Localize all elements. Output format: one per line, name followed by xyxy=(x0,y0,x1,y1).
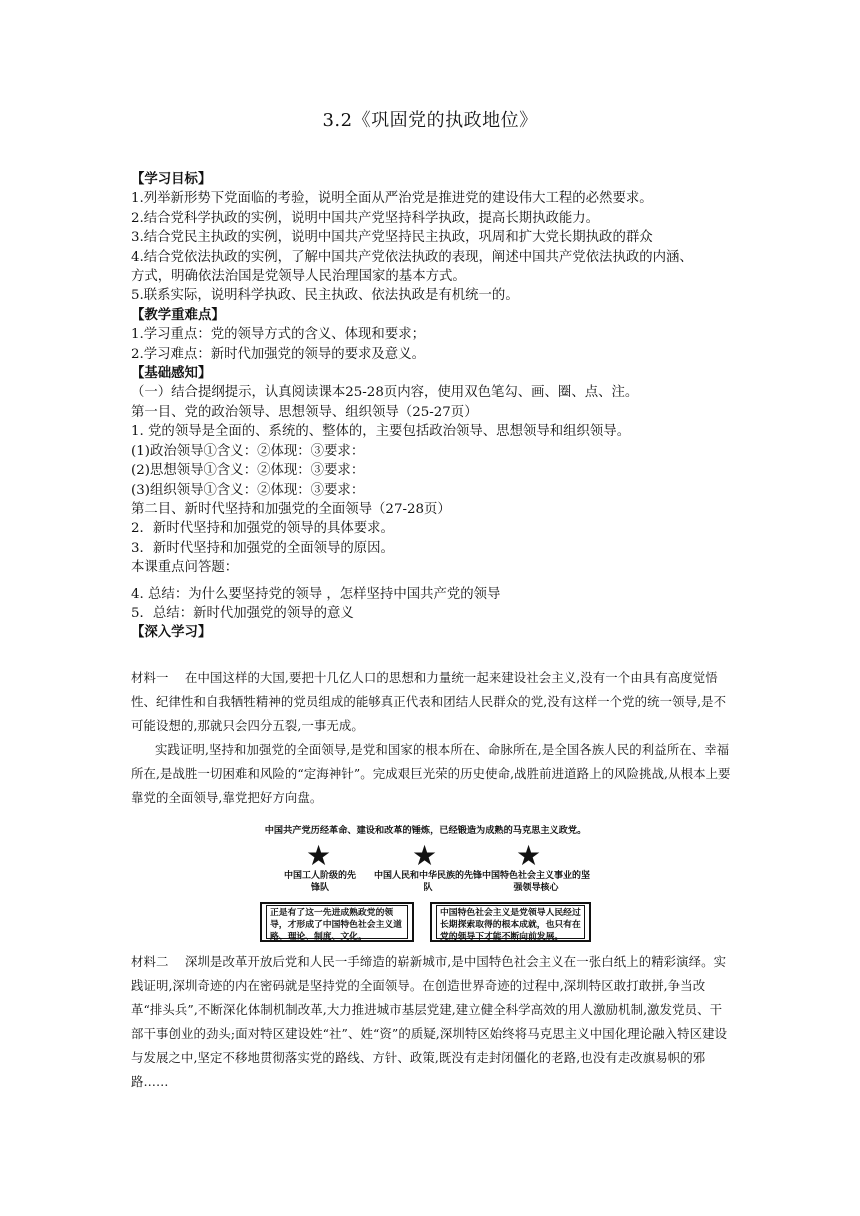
party-figure xyxy=(258,820,593,946)
outline-body xyxy=(131,170,731,643)
section-heading-goals: 【学习目标】 xyxy=(131,171,212,187)
figure-label: 中国工人阶级的先锋队 xyxy=(283,871,356,893)
basics-item: (3)组织领导①含义：②体现：③要求： xyxy=(131,482,365,498)
page-title: 3.2《巩固党的执政地位》 xyxy=(322,110,538,131)
keypoint-item: 2.学习难点：新时代加强党的领导的要求及意义。 xyxy=(131,346,425,362)
basics-item: (1)政治领导①含义：②体现：③要求： xyxy=(131,443,365,459)
keypoint-item: 1.学习重点：党的领导方式的含义、体现和要求； xyxy=(131,327,425,343)
basics-item: (2)思想领导①含义：②体现：③要求： xyxy=(131,463,365,479)
star-icon: ★ xyxy=(412,839,438,872)
basics-item: 本课重点问答题： xyxy=(131,560,239,576)
basics-item: 1. 党的领导是全面的、系统的、整体的，主要包括政治领导、思想领导和组织领导。 xyxy=(131,424,631,440)
material-two xyxy=(131,950,731,1094)
goal-item: 4.结合党依法执政的实例，了解中国共产党依法执政的表现，阐述中国共产党依法执政的内涵、 xyxy=(131,249,693,265)
goal-item: 方式，明确依法治国是党领导人民治理国家的基本方式。 xyxy=(131,269,466,285)
basics-item: 3．新时代坚持和加强党的全面领导的原因。 xyxy=(131,540,394,556)
goal-item: 5.联系实际，说明科学执政、民主执政、依法执政是有机统一的。 xyxy=(131,288,519,304)
summary-item: 5．总结：新时代加强党的领导的意义 xyxy=(131,605,354,621)
section-heading-basics: 【基础感知】 xyxy=(131,365,212,382)
summary-item: 4. 总结：为什么要坚持党的领导 ，怎样坚持中国共产党的领导 xyxy=(131,586,501,602)
figure-label: 中国人民和中华民族的先锋队 xyxy=(373,871,482,893)
goal-item: 1.列举新形势下党面临的考验，说明全面从严治党是推进党的建设伟大工程的必然要求。 xyxy=(131,191,653,207)
star-icon: ★ xyxy=(516,839,542,872)
section-heading-keypoints: 【教学重难点】 xyxy=(131,306,225,323)
basics-item: 第二目、新时代坚持和加强党的全面领导（27-28页） xyxy=(131,501,451,517)
basics-item: （一）结合提纲提示，认真阅读课本25-28页内容，使用双色笔勾、画、圈、点、注。 xyxy=(131,385,639,401)
figure-caption: 中国共产党历经革命、建设和改革的锤炼，已经锻造为成熟的马克思主义政党。 xyxy=(264,825,587,836)
material-two-para: 材料二 深圳是改革开放后党和人民一手缔造的崭新城市,是中国特色社会主义在一张白纸上的精彩演绎。实践证明,深圳奇迹的内在密码就是坚持党的全面领导。在创造世界奇迹的过程中,深圳特区敢打敢拼,争当改革“排头兵”,不断深化体制机制改革,大力推进城市基层党建,建立健全科学高效的用人激励机制,激发党员、干部干事创业的劲头;面对特区建设姓“社”、姓“资”的质疑,深圳特区始终将马克思主义中国化理论融入特区建设与发展之中,坚定不移地贯彻落实党的路线、方针、政策,既没有走封闭僵化的老路,也没有走改旗易帜的邪路…… xyxy=(131,954,728,1089)
goal-item: 2.结合党科学执政的实例，说明中国共产党坚持科学执政，提高长期执政能力。 xyxy=(131,210,600,226)
goal-item: 3.结合党民主执政的实例，说明中国共产党坚持民主执政，巩周和扩大党长期执政的群众 xyxy=(131,230,653,246)
figure-box-right: 中国特色社会主义是党领导人民经过长期探索取得的根本成就，也只有在党的领导下才能不断向前发展。 xyxy=(430,902,591,942)
material-one-para: 材料一 在中国这样的大国,要把十几亿人口的思想和力量统一起来建设社会主义,没有一个由具有高度觉悟性、纪律性和自我牺牲精神的党员组成的能够真正代表和团结人民群众的党,没有这样一个党的统一领导,是不可能设想的,那就只会四分五裂,一事无成。 xyxy=(131,670,727,733)
section-heading-deep: 【深入学习】 xyxy=(131,624,212,641)
basics-item: 2．新时代坚持和加强党的领导的具体要求。 xyxy=(131,521,394,537)
figure-box-left: 正是有了这一先进成熟政党的领导，才形成了中国特色社会主义道路、理论、制度、文化。 xyxy=(260,902,414,942)
material-one xyxy=(131,666,731,810)
figure-label: 中国特色社会主义事业的坚强领导核心 xyxy=(481,871,590,893)
material-one-para: 实践证明,坚持和加强党的全面领导,是党和国家的根本所在、命脉所在,是全国各族人民的利益所在、幸福所在,是战胜一切困难和风险的“定海神针”。完成艰巨光荣的历史使命,战胜前进道路上的风险挑战,从根本上要靠党的全面领导,靠党把好方向盘。 xyxy=(131,742,731,805)
star-icon: ★ xyxy=(306,839,332,872)
basics-item: 第一目、党的政治领导、思想领导、组织领导（25-27页） xyxy=(131,404,478,420)
